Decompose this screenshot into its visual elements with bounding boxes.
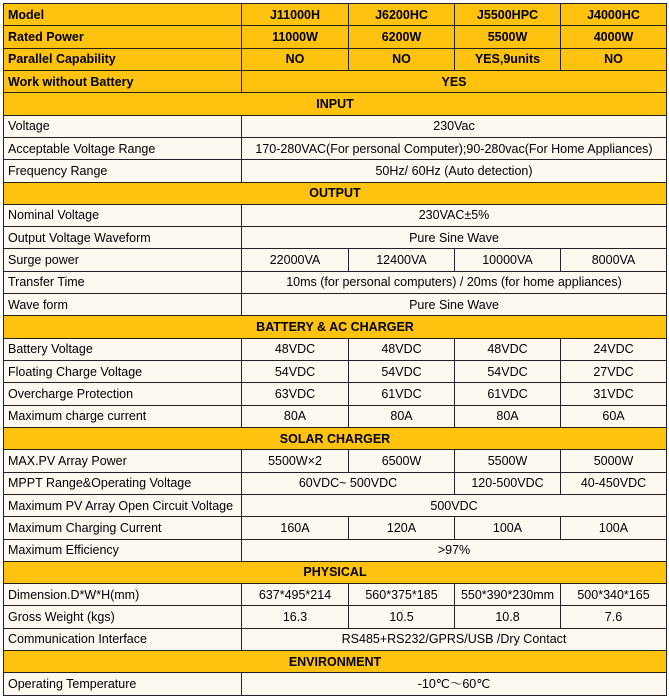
row-value: NO bbox=[242, 48, 349, 70]
spec-row bbox=[4, 160, 667, 182]
spec-table-body bbox=[4, 4, 667, 696]
section-title: INPUT bbox=[4, 93, 667, 115]
row-label: Maximum charge current bbox=[4, 405, 242, 427]
spec-row bbox=[4, 673, 667, 696]
row-value: 4000W bbox=[561, 26, 667, 48]
row-label: Voltage bbox=[4, 115, 242, 137]
row-value: 80A bbox=[455, 405, 561, 427]
row-value: Pure Sine Wave bbox=[242, 294, 667, 316]
row-label: Dimension.D*W*H(mm) bbox=[4, 584, 242, 606]
section-header-row bbox=[4, 427, 667, 449]
section-title: SOLAR CHARGER bbox=[4, 427, 667, 449]
row-value: 54VDC bbox=[349, 361, 455, 383]
row-value: YES,9units bbox=[455, 48, 561, 70]
row-label: Communication Interface bbox=[4, 628, 242, 650]
spec-row bbox=[4, 628, 667, 650]
row-label: Nominal Voltage bbox=[4, 204, 242, 226]
row-label: Maximum Charging Current bbox=[4, 517, 242, 539]
row-value: 48VDC bbox=[455, 338, 561, 360]
spec-row bbox=[4, 517, 667, 539]
spec-row bbox=[4, 584, 667, 606]
row-label: Rated Power bbox=[4, 26, 242, 48]
row-label: Operating Temperature bbox=[4, 673, 242, 696]
row-value: 63VDC bbox=[242, 383, 349, 405]
row-value: 50Hz/ 60Hz (Auto detection) bbox=[242, 160, 667, 182]
row-value: 54VDC bbox=[455, 361, 561, 383]
section-header-row bbox=[4, 651, 667, 673]
spec-row bbox=[4, 115, 667, 137]
spec-table bbox=[3, 3, 667, 696]
row-value: 6200W bbox=[349, 26, 455, 48]
model-name: J5500HPC bbox=[455, 4, 561, 26]
spec-row bbox=[4, 405, 667, 427]
row-value: NO bbox=[349, 48, 455, 70]
row-label: Surge power bbox=[4, 249, 242, 271]
row-value: 80A bbox=[242, 405, 349, 427]
row-value: 24VDC bbox=[561, 338, 667, 360]
spec-row bbox=[4, 472, 667, 494]
row-value: 60A bbox=[561, 405, 667, 427]
row-value: 10000VA bbox=[455, 249, 561, 271]
spec-row bbox=[4, 249, 667, 271]
row-value: 31VDC bbox=[561, 383, 667, 405]
row-value: 5500W bbox=[455, 26, 561, 48]
row-value: 637*495*214 bbox=[242, 584, 349, 606]
row-label: Maximum Efficiency bbox=[4, 539, 242, 561]
row-value: 61VDC bbox=[455, 383, 561, 405]
row-value: 5500W×2 bbox=[242, 450, 349, 472]
spec-row bbox=[4, 606, 667, 628]
header-row bbox=[4, 4, 667, 26]
row-label: MPPT Range&Operating Voltage bbox=[4, 472, 242, 494]
row-value: 100A bbox=[561, 517, 667, 539]
row-value: 100A bbox=[455, 517, 561, 539]
row-value: 60VDC~ 500VDC bbox=[242, 472, 455, 494]
row-value: 10.8 bbox=[455, 606, 561, 628]
spec-row bbox=[4, 70, 667, 92]
row-value: 7.6 bbox=[561, 606, 667, 628]
row-value: 11000W bbox=[242, 26, 349, 48]
spec-row bbox=[4, 137, 667, 159]
model-name: J4000HC bbox=[561, 4, 667, 26]
section-title: OUTPUT bbox=[4, 182, 667, 204]
row-label: Transfer Time bbox=[4, 271, 242, 293]
row-value: -10℃～60℃ bbox=[242, 673, 667, 696]
row-value: 16.3 bbox=[242, 606, 349, 628]
spec-row bbox=[4, 294, 667, 316]
row-value: 170-280VAC(For personal Computer);90-280vac(For Home Appliances) bbox=[242, 137, 667, 159]
row-value: 5500W bbox=[455, 450, 561, 472]
spec-row bbox=[4, 539, 667, 561]
spec-row bbox=[4, 48, 667, 70]
row-value: 230Vac bbox=[242, 115, 667, 137]
section-header-row bbox=[4, 182, 667, 204]
row-value: 560*375*185 bbox=[349, 584, 455, 606]
row-value: 48VDC bbox=[242, 338, 349, 360]
row-label: Wave form bbox=[4, 294, 242, 316]
spec-row bbox=[4, 204, 667, 226]
row-value: 550*390*230mm bbox=[455, 584, 561, 606]
row-label: MAX.PV Array Power bbox=[4, 450, 242, 472]
row-label: Frequency Range bbox=[4, 160, 242, 182]
section-header-row bbox=[4, 93, 667, 115]
section-title: BATTERY & AC CHARGER bbox=[4, 316, 667, 338]
row-label: Work without Battery bbox=[4, 70, 242, 92]
row-value: 5000W bbox=[561, 450, 667, 472]
model-name: J6200HC bbox=[349, 4, 455, 26]
row-label: Overcharge Protection bbox=[4, 383, 242, 405]
row-value: 500*340*165 bbox=[561, 584, 667, 606]
row-value: 27VDC bbox=[561, 361, 667, 383]
spec-row bbox=[4, 450, 667, 472]
row-value: 12400VA bbox=[349, 249, 455, 271]
row-value: 80A bbox=[349, 405, 455, 427]
row-value: 120-500VDC bbox=[455, 472, 561, 494]
row-value: 230VAC±5% bbox=[242, 204, 667, 226]
header-label: Model bbox=[4, 4, 242, 26]
row-value: 160A bbox=[242, 517, 349, 539]
row-value: Pure Sine Wave bbox=[242, 227, 667, 249]
section-header-row bbox=[4, 316, 667, 338]
spec-row bbox=[4, 227, 667, 249]
row-value: YES bbox=[242, 70, 667, 92]
row-value: RS485+RS232/GPRS/USB /Dry Contact bbox=[242, 628, 667, 650]
row-value: 48VDC bbox=[349, 338, 455, 360]
row-value: NO bbox=[561, 48, 667, 70]
row-label: Maximum PV Array Open Circuit Voltage bbox=[4, 494, 242, 516]
row-value: 61VDC bbox=[349, 383, 455, 405]
row-label: Floating Charge Voltage bbox=[4, 361, 242, 383]
row-value: 54VDC bbox=[242, 361, 349, 383]
row-value: 10.5 bbox=[349, 606, 455, 628]
row-value: 40-450VDC bbox=[561, 472, 667, 494]
section-title: PHYSICAL bbox=[4, 561, 667, 583]
row-value: >97% bbox=[242, 539, 667, 561]
row-label: Parallel Capability bbox=[4, 48, 242, 70]
row-label: Acceptable Voltage Range bbox=[4, 137, 242, 159]
section-title: ENVIRONMENT bbox=[4, 651, 667, 673]
spec-row bbox=[4, 383, 667, 405]
row-value: 22000VA bbox=[242, 249, 349, 271]
spec-row bbox=[4, 338, 667, 360]
model-name: J11000H bbox=[242, 4, 349, 26]
spec-row bbox=[4, 271, 667, 293]
row-value: 10ms (for personal computers) / 20ms (for home appliances) bbox=[242, 271, 667, 293]
row-label: Battery Voltage bbox=[4, 338, 242, 360]
row-value: 6500W bbox=[349, 450, 455, 472]
spec-row bbox=[4, 361, 667, 383]
row-label: Gross Weight (kgs) bbox=[4, 606, 242, 628]
row-value: 8000VA bbox=[561, 249, 667, 271]
row-value: 120A bbox=[349, 517, 455, 539]
row-value: 500VDC bbox=[242, 494, 667, 516]
section-header-row bbox=[4, 561, 667, 583]
row-label: Output Voltage Waveform bbox=[4, 227, 242, 249]
spec-row bbox=[4, 26, 667, 48]
spec-row bbox=[4, 494, 667, 516]
